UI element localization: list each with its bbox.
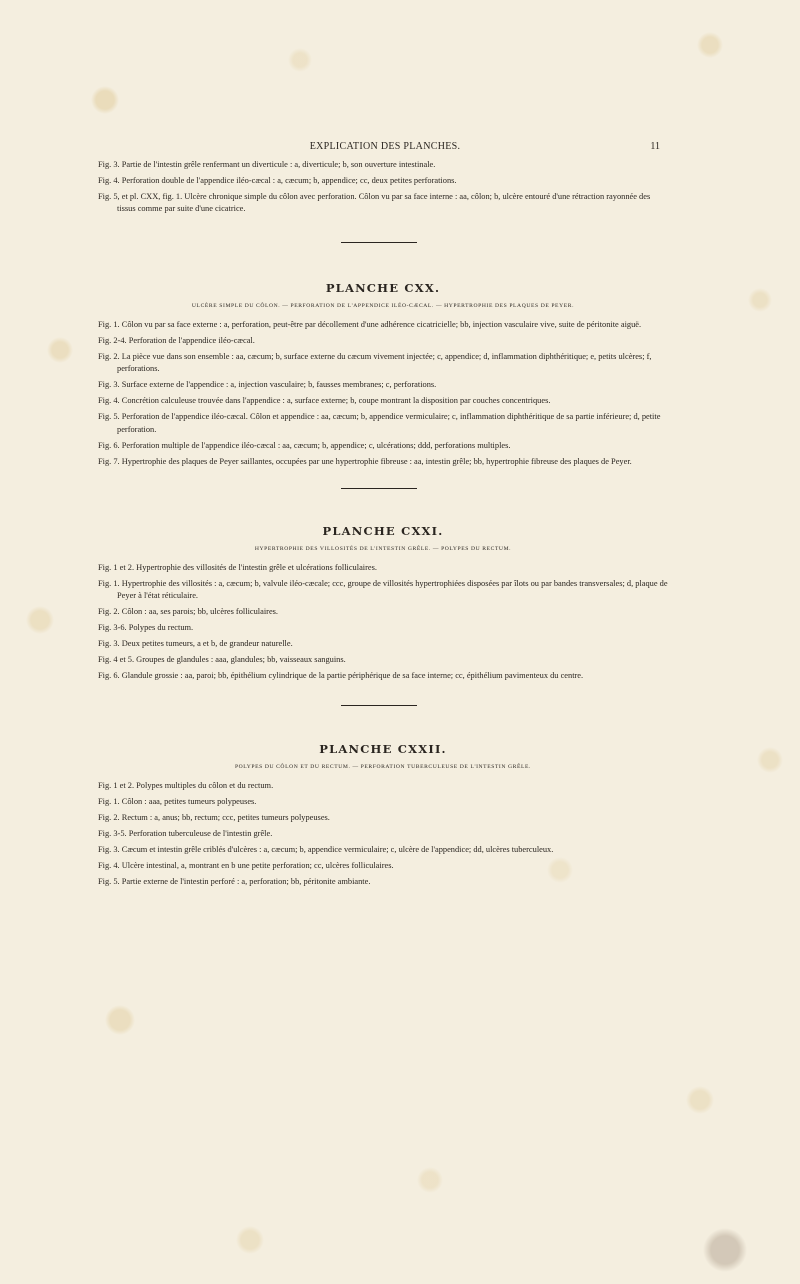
figure-caption: Fig. 7. Hypertrophie des plaques de Peyer saillantes, occupées par une hypertrophie fibreuse : aa, intestin grêle; bb, hypertrophie fibreuse des plaques de Peyer. (98, 456, 632, 466)
figure-caption: Fig. 3. Cæcum et intestin grêle criblés d'ulcères : a, cæcum; b, appendice vermiculaire; c, ulcère de l'appendice; dd, ulcères tuberculeux. (98, 844, 554, 854)
plate-title: PLANCHE CXXI. (322, 524, 444, 539)
plate-section (98, 705, 668, 888)
figure-caption: Fig. 2. Rectum : a, anus; bb, rectum; ccc, petites tumeurs polypeuses. (98, 812, 330, 822)
figure-caption: Fig. 5. Perforation de l'appendice iléo-cæcal. Côlon et appendice : aa, cæcum; b, appendice vermiculaire; c, inflammation diphthéritique de sa partie inférieure; d, petite perforation. (98, 412, 661, 434)
plates (98, 242, 668, 888)
figure-caption: Fig. 3. Surface externe de l'appendice : a, injection vasculaire; b, fausses membranes; c, perforations. (98, 380, 437, 390)
figure-caption: Fig. 6. Glandule grossie : aa, paroi; bb, épithélium cylindrique de la partie périphérique de sa face interne; cc, épithélium pavimenteux du centre. (98, 671, 584, 681)
figure-caption: Fig. 3-6. Polypes du rectum. (98, 623, 194, 633)
figure-caption: Fig. 1. Hypertrophie des villosités : a, cæcum; b, valvule iléo-cæcale; ccc, groupe de villosités hypertrophiées disposées par îlots ou par bandes transversales; d, plaque de Peyer à l'état réticulaire. (98, 579, 668, 601)
figure-caption: Fig. 1. Côlon vu par sa face externe : a, perforation, peut-être par décollement d'une adhérence cicatricielle; bb, injection vasculaire vive, suite de péritonite aiguë. (98, 319, 642, 329)
figure-caption: Fig. 5, et pl. CXX, fig. 1. Ulcère chronique simple du côlon avec perforation. Côlon vu par sa face interne : aa, côlon; b, ulcère entouré d'une rétraction rayonnée des tissus comme par suite d'une cicatrice. (98, 192, 651, 214)
running-header (0, 141, 800, 155)
header-title: EXPLICATION DES PLANCHES. (309, 141, 461, 152)
figure-caption: Fig. 1. Côlon : aaa, petites tumeurs polypeuses. (98, 796, 257, 806)
figure-caption: Fig. 4. Ulcère intestinal, a, montrant en b une petite perforation; cc, ulcères folliculaires. (98, 860, 394, 870)
plate-section (98, 488, 668, 683)
figure-caption: Fig. 4. Concrétion calculeuse trouvée dans l'appendice : a, surface externe; b, coupe montrant la disposition par couches concentriques. (98, 396, 551, 406)
figure-list (98, 319, 668, 468)
plate-title: PLANCHE CXX. (325, 280, 441, 295)
figure-caption: Fig. 5. Partie externe de l'intestin perforé : a, perforation; bb, péritonite ambiante. (98, 876, 371, 886)
figure-list (98, 562, 668, 683)
section-divider (341, 488, 417, 489)
figure-caption: Fig. 3. Partie de l'intestin grêle renfermant un diverticule : a, diverticule; b, son ouverture intestinale. (98, 160, 436, 169)
figure-caption: Fig. 4 et 5. Groupes de glandules : aaa, glandules; bb, vaisseaux sanguins. (98, 655, 346, 665)
figure-list (98, 780, 668, 888)
plate-subtitle: POLYPES DU CÔLON ET DU RECTUM. — PERFORATION TUBERCULEUSE DE L'INTESTIN GRÊLE. (234, 763, 532, 770)
figure-caption: Fig. 1 et 2. Polypes multiples du côlon et du rectum. (98, 780, 274, 790)
figure-caption: Fig. 3-5. Perforation tuberculeuse de l'intestin grêle. (98, 828, 273, 838)
figure-caption: Fig. 6. Perforation multiple de l'appendice iléo-cæcal : aa, cæcum; b, appendice; c, ulcérations; ddd, perforations multiples. (98, 440, 511, 450)
plate-subtitle: ULCÈRE SIMPLE DU CÔLON. — PERFORATION DE L'APPENDICE ILÉO-CÆCAL. — HYPERTROPHIE DES PLAQUES DE PEYER. (191, 302, 575, 309)
content (98, 159, 668, 892)
section-divider (341, 705, 417, 706)
figure-caption: Fig. 4. Perforation double de l'appendice iléo-cæcal : a, cæcum; b, appendice; cc, deux petites perforations. (98, 176, 457, 185)
plate-section (98, 242, 668, 468)
plate-title: PLANCHE CXXII. (319, 741, 447, 756)
plate-subtitle: HYPERTROPHIE DES VILLOSITÉS DE L'INTESTIN GRÊLE. — POLYPES DU RECTUM. (254, 546, 512, 553)
figure-caption: Fig. 3. Deux petites tumeurs, a et b, de grandeur naturelle. (98, 639, 293, 649)
section-divider (341, 242, 417, 243)
intro-figure-list (98, 159, 668, 216)
figure-caption: Fig. 2. La pièce vue dans son ensemble : aa, cæcum; b, surface externe du cæcum vivement injectée; c, appendice; d, inflammation diphthéritique; e, petits ulcères; f, perforations. (98, 351, 652, 374)
figure-caption: Fig. 2. Côlon : aa, ses parois; bb, ulcères folliculaires. (98, 607, 279, 617)
figure-caption: Fig. 2-4. Perforation de l'appendice iléo-cæcal. (98, 335, 255, 345)
figure-caption: Fig. 1 et 2. Hypertrophie des villosités de l'intestin grêle et ulcérations folliculaires. (98, 563, 377, 573)
page-number: 11 (650, 141, 660, 152)
